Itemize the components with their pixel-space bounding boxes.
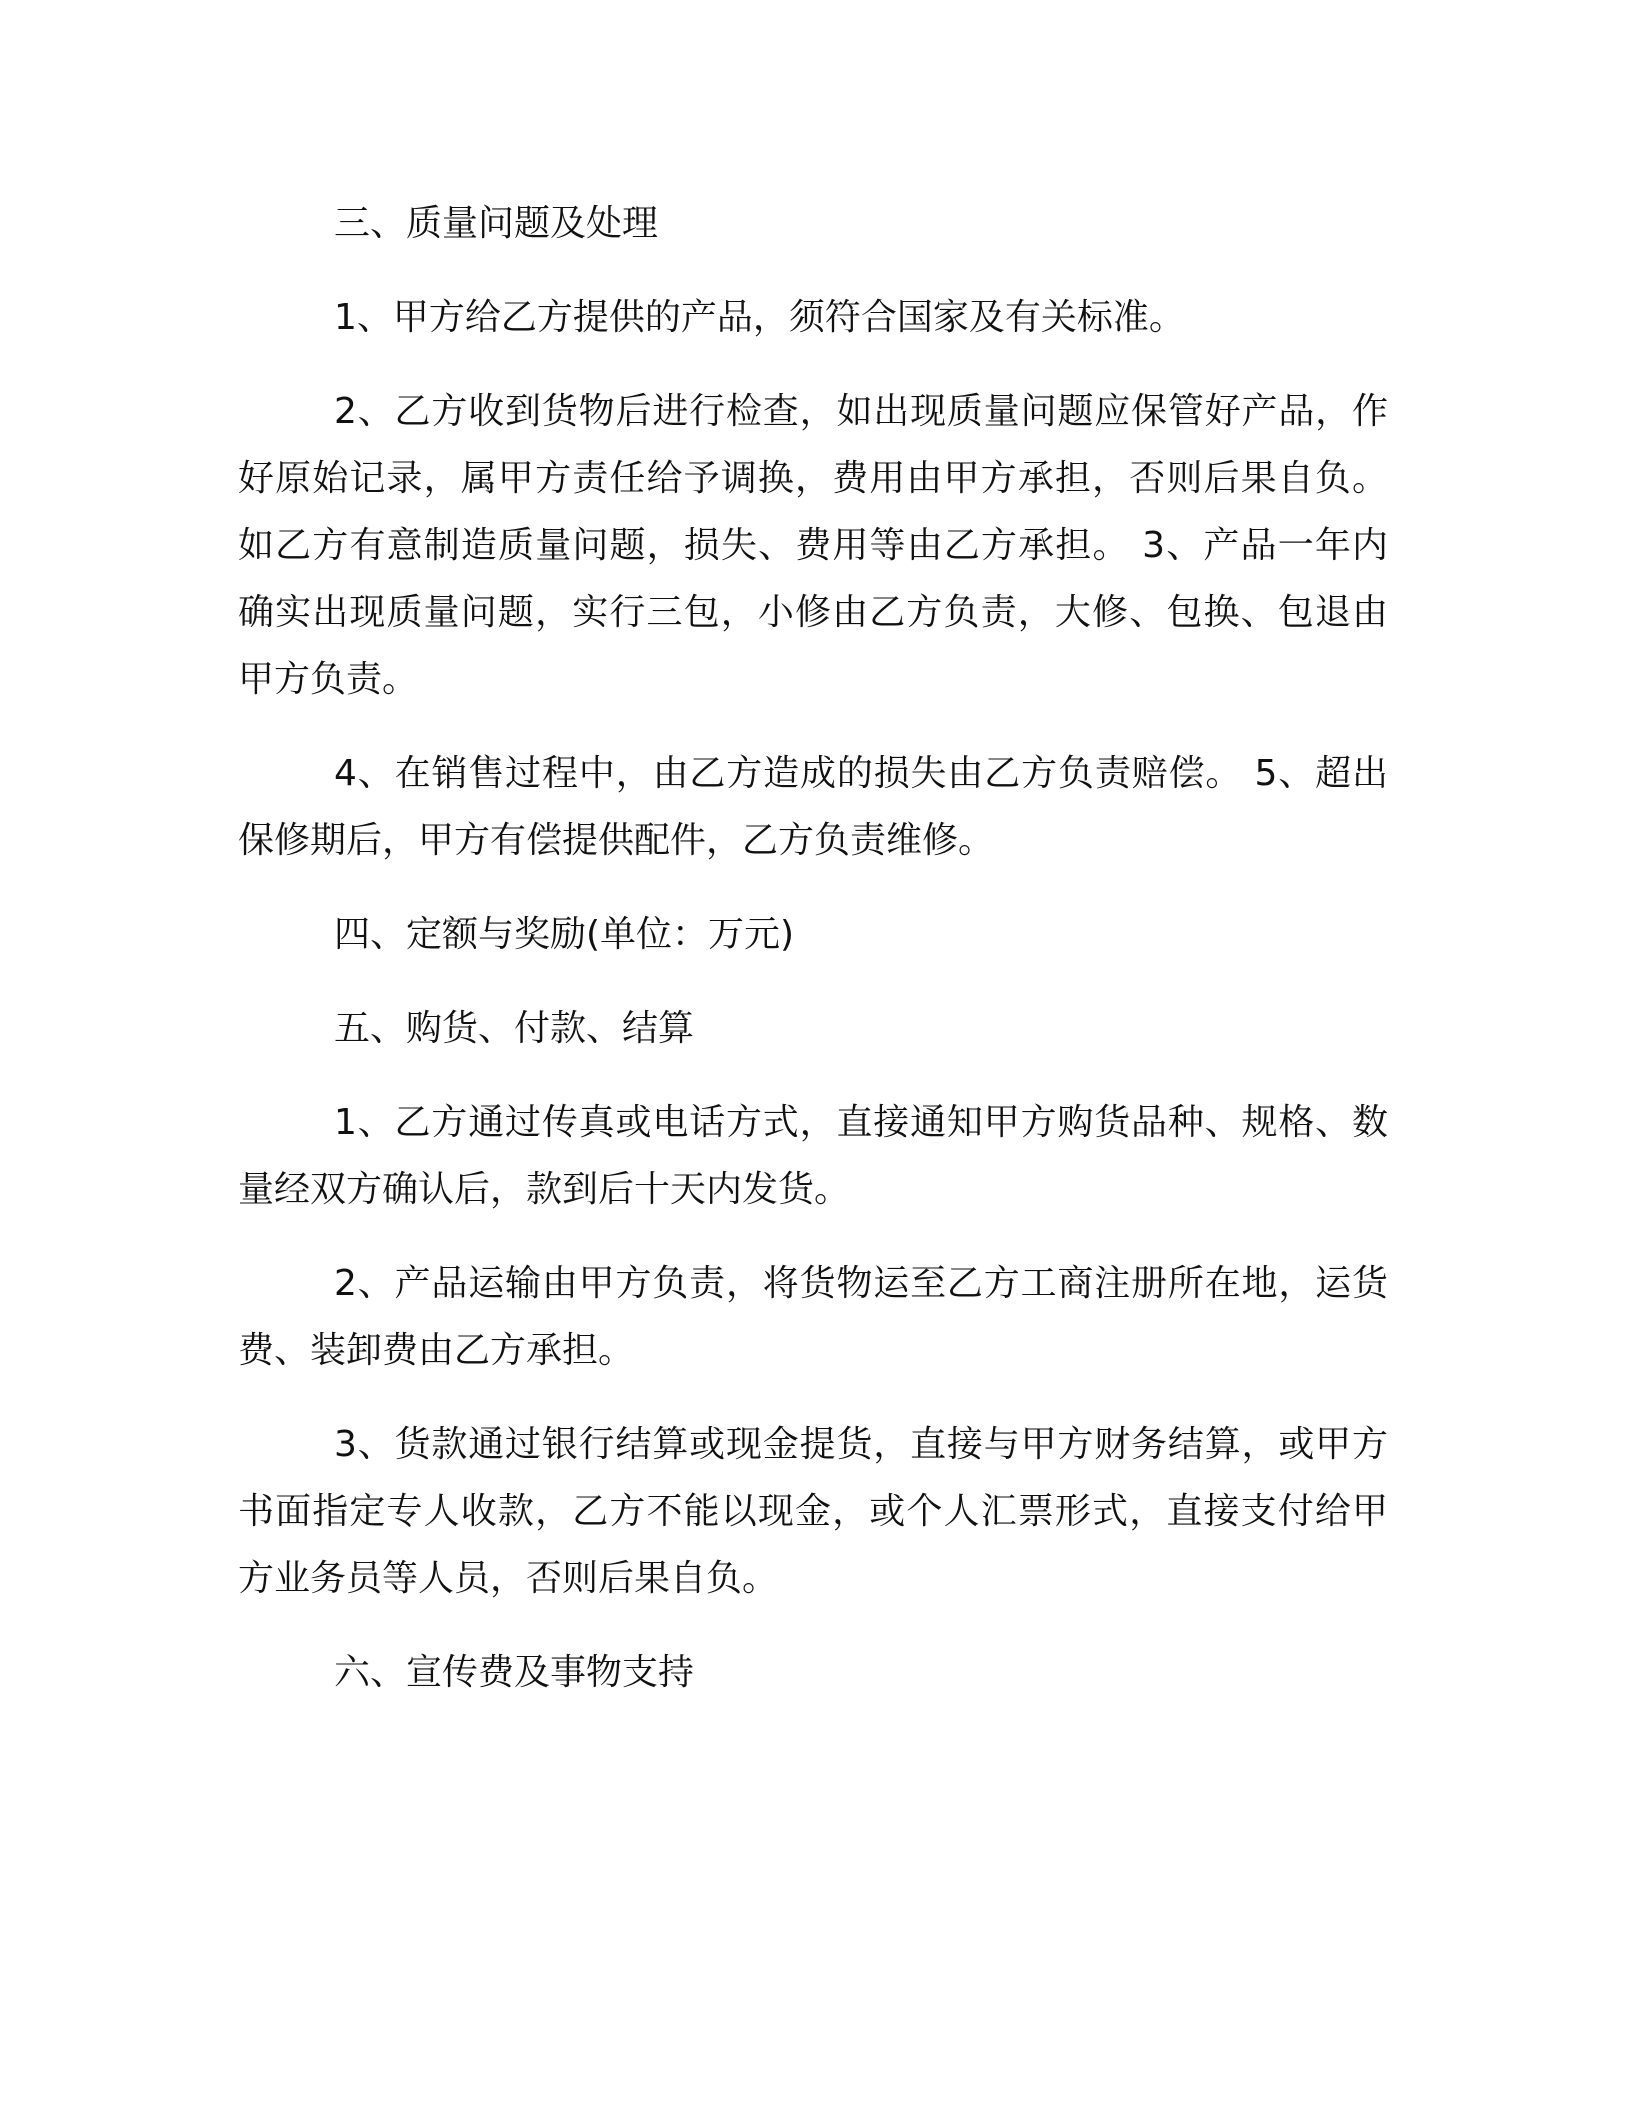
clause-5-1: 1、乙方通过传真或电话方式，直接通知甲方购货品种、规格、数量经双方确认后，款到后十天内发货。 [238, 1102, 1388, 1210]
clause-3-2: 2、乙方收到货物后进行检查，如出现质量问题应保管好产品，作好原始记录，属甲方责任给予调换，费用由甲方承担，否则后果自负。如乙方有意制造质量问题，损失、费用等由乙方承担。 3、产品一年内确实出现质量问题，实行三包，小修由乙方负责，大修、包换、包退由甲方负责。 [238, 391, 1388, 700]
clause-5-2: 2、产品运输由甲方负责，将货物运至乙方工商注册所在地，运货费、装卸费由乙方承担。 [238, 1263, 1388, 1371]
section-6-heading: 六、宣传费及事物支持 [334, 1652, 695, 1693]
section-3-heading: 三、质量问题及处理 [334, 203, 659, 244]
section-5-heading: 五、购货、付款、结算 [334, 1008, 695, 1049]
clause-5-3: 3、货款通过银行结算或现金提货，直接与甲方财务结算，或甲方书面指定专人收款，乙方不能以现金，或个人汇票形式，直接支付给甲方业务员等人员，否则后果自负。 [238, 1424, 1388, 1599]
clause-3-4: 4、在销售过程中，由乙方造成的损失由乙方负责赔偿。 5、超出保修期后，甲方有偿提供配件，乙方负责维修。 [238, 753, 1388, 861]
section-4-heading: 四、定额与奖励(单位：万元) [334, 914, 795, 955]
clause-3-1: 1、甲方给乙方提供的产品，须符合国家及有关标准。 [334, 297, 1185, 338]
document-page [238, 190, 1388, 1706]
